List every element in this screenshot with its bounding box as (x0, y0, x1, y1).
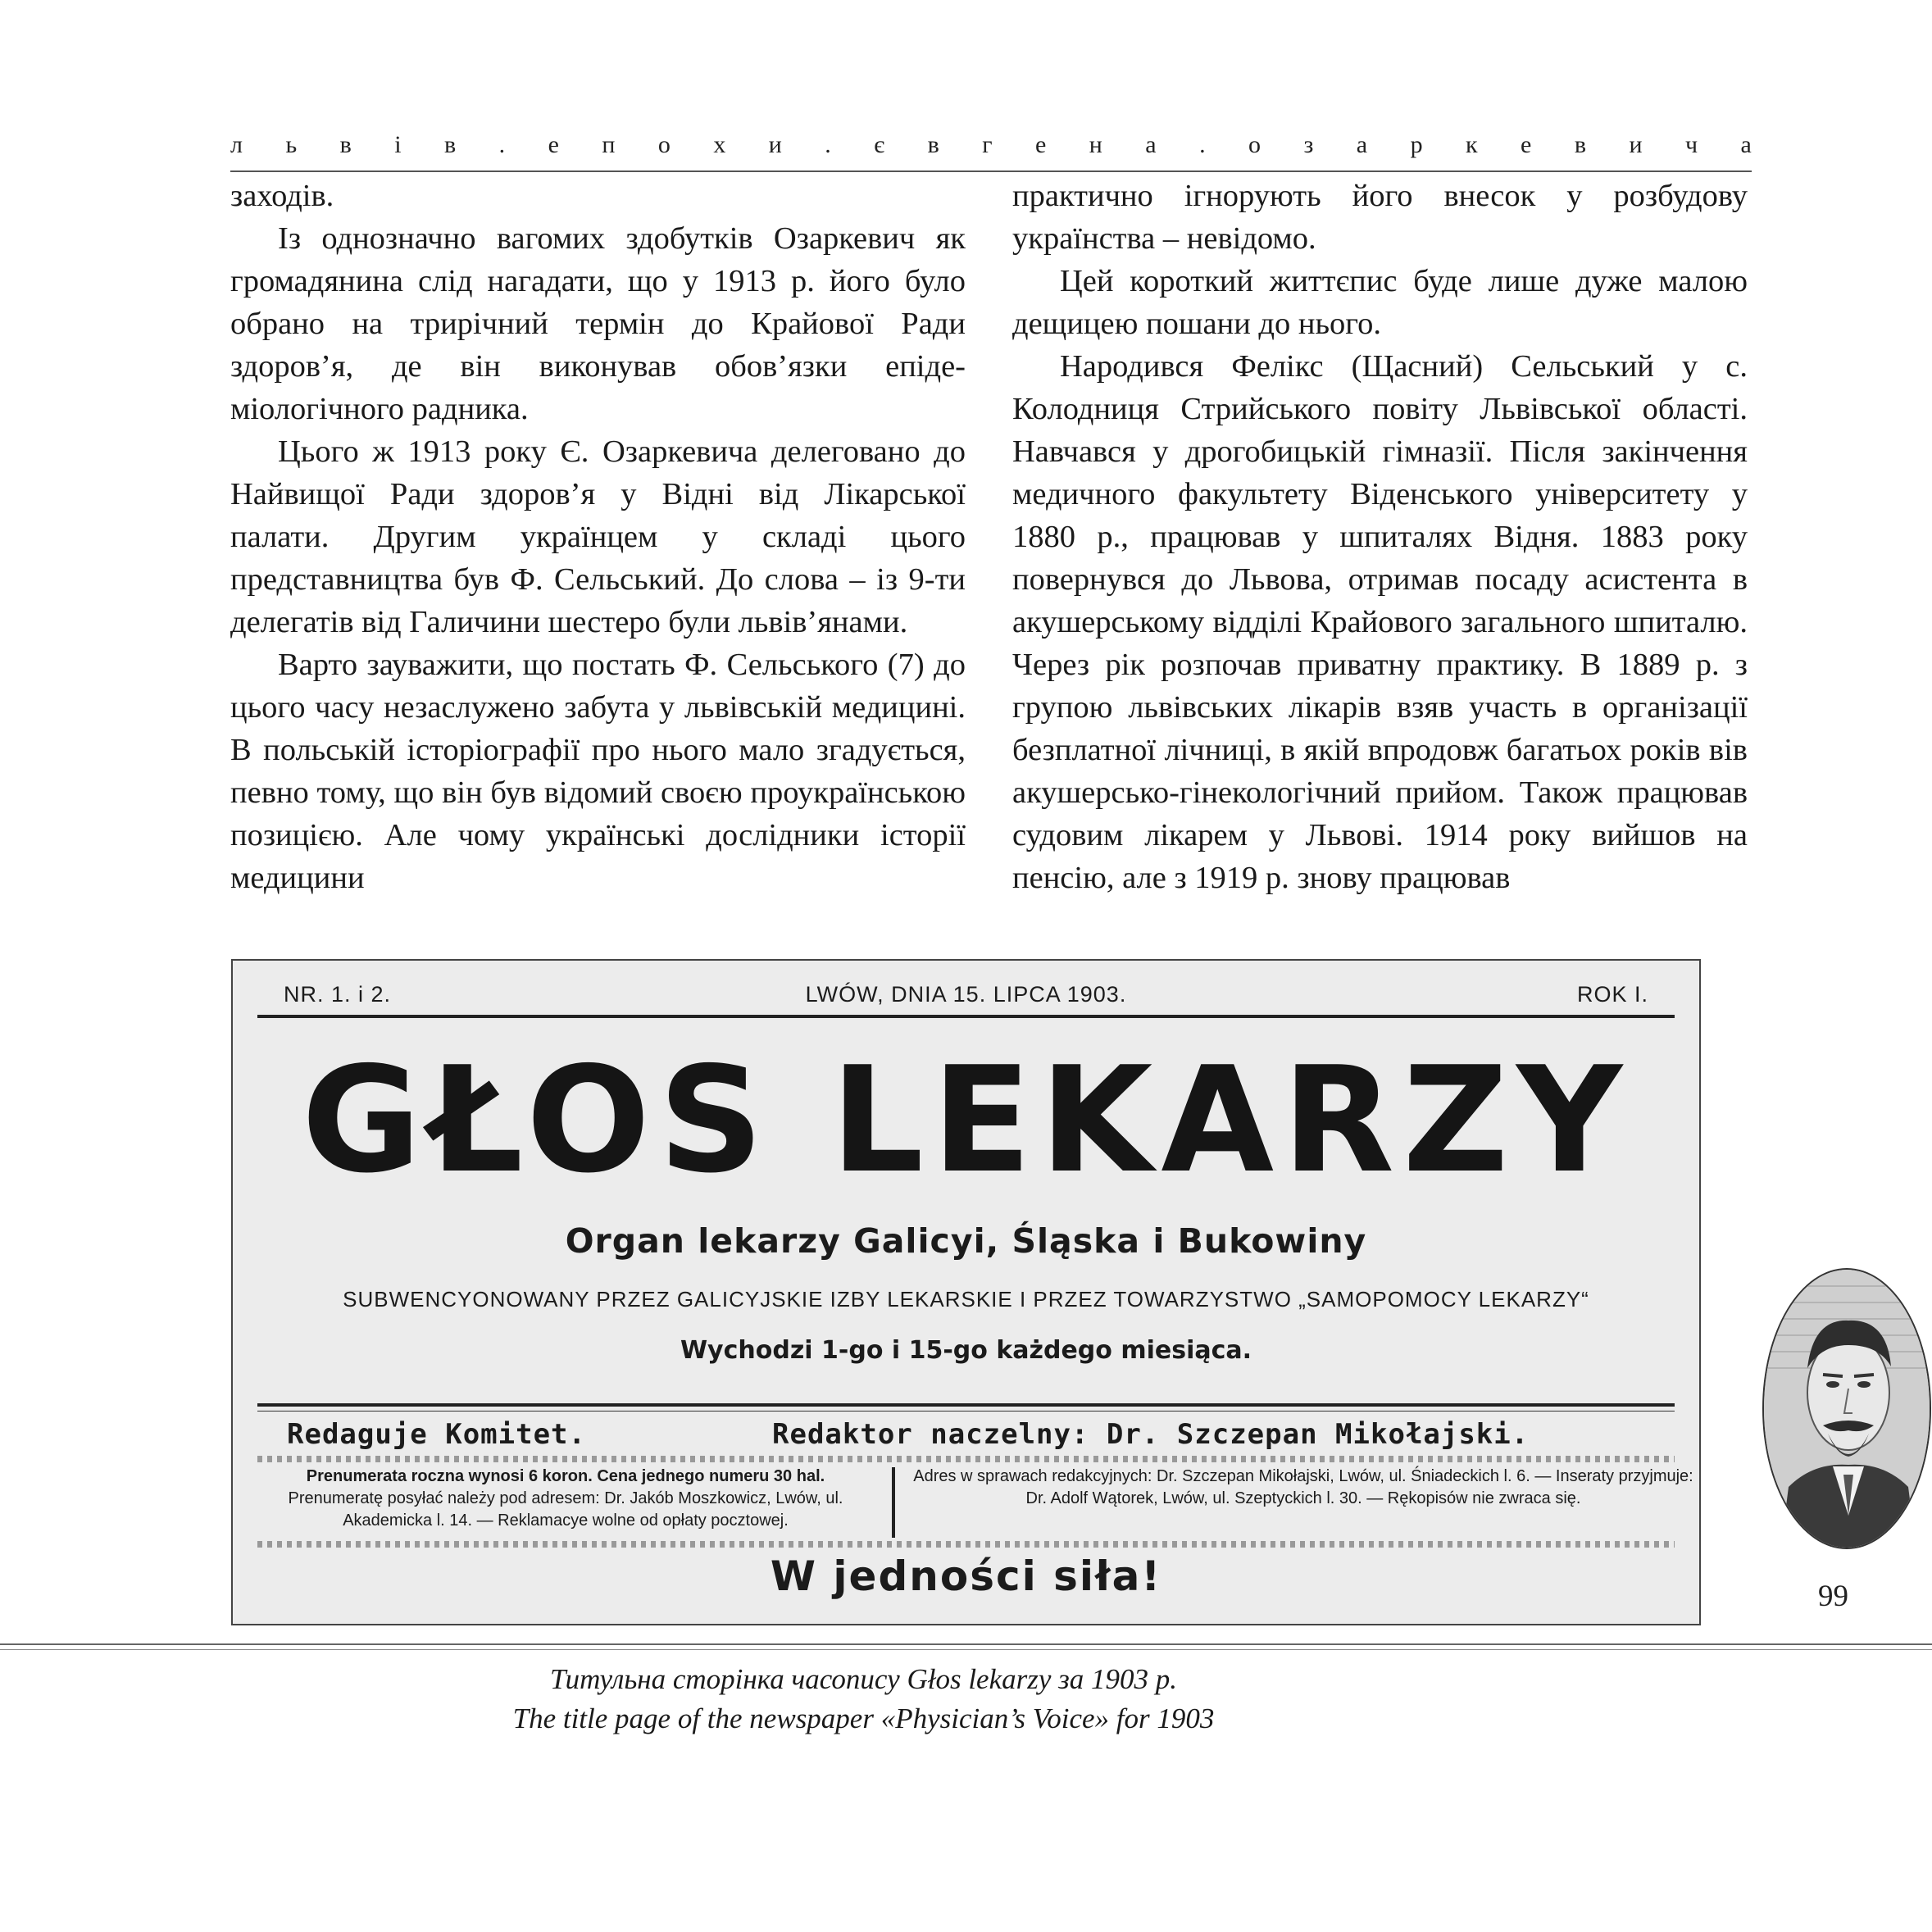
masthead-rule (257, 1403, 1675, 1407)
portrait-engraving (1762, 1268, 1931, 1549)
running-head (230, 131, 1752, 159)
running-head-letter: х (713, 131, 726, 158)
running-head-letter: є (874, 131, 885, 158)
running-head-letter: е (1034, 131, 1047, 158)
running-head-letter: з (1303, 131, 1314, 158)
subvention-line: SUBWENCYONOWANY PRZEZ GALICYJSKIE IZBY LEKARSKIE I PRZEZ TOWARZYSTWO „SAMOPOMOCY LEKARZY“ (343, 1287, 1589, 1311)
paragraph: Варто зауважити, що постать Ф. Сельського (7) до цього часу незаслужено забута у львівській медицині. В польській історіографії про нього мало згадується, певно тому, що він був відомий своєю проукраїнською позицією. Але чому українські дослідники історії медицини (230, 648, 966, 895)
editorial-address-info: Adres w sprawach redakcyjnych: Dr. Szczepan Mikołajski, Lwów, ul. Śniadeckich l. 6. — Inseraty przyjmuje: Dr. Adolf Wątorek, Lwów, ul. Szeptyckich l. 30. — Rękopisów nie zwraca się. (913, 1467, 1693, 1507)
ornamental-rule (257, 1541, 1675, 1548)
issue-number: NR. 1. i 2. (284, 982, 392, 1007)
frequency-line: Wychodzi 1-go i 15-go każdego miesiąca. (680, 1336, 1252, 1365)
running-head-letter: в (1574, 131, 1586, 158)
dateline: LWÓW, DNIA 15. LIPCA 1903. (805, 982, 1127, 1007)
running-head-letter: е (1521, 131, 1532, 158)
newspaper-title-page-figure (231, 959, 1701, 1625)
header-rule (230, 170, 1752, 172)
running-head-letter: п (602, 131, 616, 158)
running-head-letter: в (927, 131, 939, 158)
paragraph: Народився Фелікс (Щасний) Сельський у с. Колодниця Стрийського повіту Львівської області. Навчався у дрогобицькій гімназії. Після закінчення медичного факультету Віденського університету у 1880 р., працював у шпиталях Відня. 1883 року повернувся до Львова, отримав посаду асистента в акушерському відділі Крайового загального шпиталю. Через рік розпочав приватну практику. В 1889 р. з групою львівських лікарів взяв участь в організації безплатної лічниці, в якій впродовж багатьох років вів акушерсько-гінекологічний прийом. Також працював судовим лікарем у Львові. 1914 року вийшов на пенсію, але з 1919 р. знову працював (1012, 349, 1748, 895)
masthead-rule (257, 1015, 1675, 1018)
page-number: 99 (1818, 1580, 1848, 1613)
subscription-info (254, 1466, 877, 1532)
figure-caption-ukrainian: Титульна сторінка часопису Głos lekarzy за 1903 р. (549, 1663, 1178, 1695)
running-head-letter: ч (1684, 131, 1698, 158)
newspaper-top-line (284, 975, 1648, 1011)
running-head-letter: . (1199, 131, 1206, 158)
running-head-letter: и (1629, 131, 1643, 158)
subscription-price: Prenumerata roczna wynosi 6 koron. Cena jednego numeru 30 hal. (306, 1467, 825, 1485)
running-head-letter: и (768, 131, 782, 158)
footer-rule (0, 1643, 1932, 1645)
running-head-letter: а (1145, 131, 1157, 158)
portrait-icon (1764, 1270, 1931, 1549)
running-head-letter: . (498, 131, 506, 158)
running-head-letter: а (1356, 131, 1368, 158)
paragraph: Цього ж 1913 року Є. Озаркевича делеговано до Найвищої Ради здоров’я у Відні від Лікарської палати. Другим українцем у складі цього представництва був Ф. Сельський. До слова – із 9-ти делегатів від Галичини шестеро були львів’янами. (230, 434, 966, 639)
newspaper-subtitle: Organ lekarzy Galicyi, Śląska i Bukowiny (565, 1221, 1367, 1261)
footer-rule (0, 1649, 1932, 1650)
newspaper-title: GŁOS LEKARZY (301, 1035, 1631, 1205)
paragraph: Із однозначно вагомих здобутків Озаркевич як громадянина слід нагадати, що у 1913 р. його було обрано на трирічний термін до Крайової Ради здоров’я, де він виконував обов’язки епідеміологічного радника. (230, 221, 966, 426)
running-head-letter: і (394, 131, 402, 158)
running-head-letter: ь (285, 131, 298, 158)
running-head-letter: о (657, 131, 671, 158)
running-head-letter: о (1248, 131, 1261, 158)
running-head-letter: к (1466, 131, 1478, 158)
subscription-address: Prenumeratę posyłać należy pod adresem: Dr. Jakób Moszkowicz, Lwów, ul. Akademicka l. 14. — Reklamacye wolne od opłaty pocztowej. (288, 1489, 843, 1530)
editor-in-chief-line: Redaktor naczelny: Dr. Szczepan Mikołajski. (772, 1418, 1530, 1451)
running-head-letter: в (339, 131, 352, 158)
editors-line: Redaguje Komitet. (287, 1418, 586, 1451)
running-head-letter: р (1410, 131, 1423, 158)
figure-caption-english: The title page of the newspaper «Physician’s Voice» for 1903 (512, 1702, 1215, 1734)
column-divider (892, 1467, 895, 1538)
running-head-letter: а (1740, 131, 1752, 158)
running-head-letter: . (825, 131, 831, 158)
running-head-letter: н (1089, 131, 1102, 158)
running-head-letter: в (444, 131, 457, 158)
running-head-letter: г (982, 131, 993, 158)
running-head-letter: л (230, 131, 243, 158)
year-number: ROK I. (1576, 982, 1648, 1007)
running-head-letter: е (548, 131, 559, 158)
paragraph: Цей короткий життєпис буде лише дуже малою дещицею пошани до нього. (1012, 264, 1748, 341)
newspaper-motto: W jedności siła! (770, 1552, 1162, 1600)
paragraph: практично ігнорують його внесок у розбудову українства – невідомо. (1012, 179, 1748, 256)
ornamental-rule (257, 1456, 1675, 1462)
right-column (1012, 175, 1748, 899)
paragraph: заходів. (230, 179, 334, 213)
left-column (230, 175, 966, 899)
